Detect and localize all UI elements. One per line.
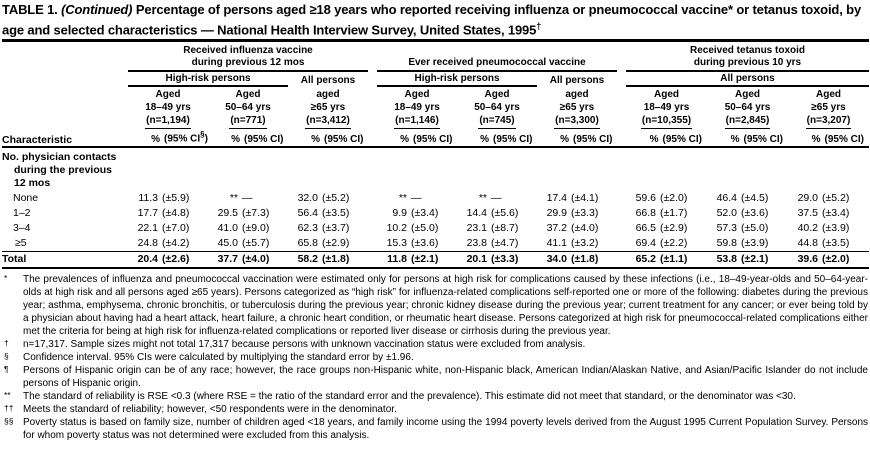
column-gap [617,191,626,206]
confidence-interval: (±4.0) [242,252,270,265]
footnote [2,403,868,416]
data-cell [788,206,869,221]
percent-value: 20.4 [137,252,158,265]
confidence-interval: (±1.7) [660,206,688,219]
percent-value: 14.4 [466,206,487,219]
confidence-interval: (±5.9) [162,191,190,204]
footnote [2,416,868,442]
data-cell [288,191,368,206]
table-row [2,221,869,236]
confidence-interval: (±5.0) [411,221,439,234]
footnote [2,364,868,390]
percent-value: 65.2 [635,252,656,265]
pct-ci-header: % (95% CI) [208,129,288,147]
pct-ci-header: % (95% CI) [626,129,707,147]
percent-value: 41.0 [217,221,238,234]
footnote-text: Meets the standard of reliability; however, <50 respondents were in the denominator. [23,403,397,415]
data-cell [208,251,288,269]
data-cell [707,236,788,251]
table-header [2,42,869,147]
footnote-text: Persons of Hispanic origin can be of any race; however, the race groups non-Hispanic white, non-Hispanic black, American Indian/Alaskan Native, and Asian/Pacific Islander do not include persons of Hispanic origin. [23,364,868,389]
section-header-line: 12 mos [14,176,51,189]
row-label: Total [2,251,128,269]
data-cell [626,191,707,206]
percent-value: 53.8 [716,252,737,265]
section-row [2,148,869,191]
confidence-interval: (±2.2) [660,236,688,249]
colhead-tetanus-50-64: Aged 50–64 yrs (n=2,845) [707,87,788,129]
confidence-interval: (±5.6) [491,206,519,219]
colhead-flu-65plus: aged ≥65 yrs (n=3,412) [288,87,368,129]
percent-value: 29.5 [217,206,238,219]
percent-value: 10.2 [386,221,407,234]
confidence-interval: (±3.3) [571,206,599,219]
percent-value: 62.3 [297,221,318,234]
pct-ci-header: % (95% CI§) [128,129,208,147]
percent-value: 37.7 [217,252,238,265]
confidence-interval: (±2.0) [822,252,850,265]
confidence-interval: (±4.0) [571,221,599,234]
colhead-pneumo-18-49: Aged 18–49 yrs (n=1,146) [377,87,457,129]
percent-value: 59.6 [635,191,656,204]
table-row [2,251,869,269]
data-cell [208,191,288,206]
confidence-interval: (±4.5) [741,191,769,204]
data-cell [788,236,869,251]
footnotes [2,273,868,442]
confidence-interval: (±5.7) [242,236,270,249]
percent-value: 57.3 [716,221,737,234]
confidence-interval: (±7.0) [162,221,190,234]
row-label: ≥5 [15,236,27,249]
table-row [2,206,869,221]
data-cell [128,206,208,221]
confidence-interval: (±2.1) [741,252,769,265]
percent-value: 44.8 [797,236,818,249]
percent-value: ** [478,191,487,204]
percent-value: 37.5 [797,206,818,219]
percent-value: 17.7 [137,206,158,219]
data-cell [537,221,617,236]
data-cell [208,236,288,251]
footnote [2,351,868,364]
footnote-text: Poverty status is based on family size, number of children aged <18 years, and family income using the 1994 poverty levels derived from the August 1995 Current Population Survey. Persons for whom poverty status was not determined were excluded from this analysis. [23,416,868,441]
percent-value: 34.0 [546,252,567,265]
characteristic-header: Characteristic [2,129,128,147]
confidence-interval: (±3.5) [822,236,850,249]
data-cell [537,206,617,221]
table-title-text: Percentage of persons aged ≥18 years who reported receiving influenza or pneumococcal vaccine* or tetanus toxoid, by age and selected characteristics — National Health Interview Survey, United States, 1995 [2,2,862,38]
data-cell [626,206,707,221]
footnote [2,273,868,338]
table-row [2,236,869,251]
data-cell [288,206,368,221]
table-row [2,191,869,206]
confidence-interval: (±3.3) [491,252,519,265]
percent-value: 20.1 [466,252,487,265]
table-continued-flag: (Continued) [61,2,133,17]
confidence-interval: (±1.8) [571,252,599,265]
colhead-flu-50-64: Aged 50–64 yrs (n=771) [208,87,288,129]
data-cell [128,221,208,236]
column-gap [368,236,377,251]
data-cell [288,251,368,269]
confidence-interval: (±3.6) [411,236,439,249]
data-cell [377,236,457,251]
pct-ci-header: % (95% CI) [788,129,869,147]
confidence-interval: (±4.7) [491,236,519,249]
section-header-line: during the previous [14,163,113,176]
confidence-interval: (±3.9) [822,221,850,234]
percent-value: 66.5 [635,221,656,234]
percent-value: 32.0 [297,191,318,204]
data-cell [537,191,617,206]
footnote-marker: § [4,350,9,361]
data-cell [377,251,457,269]
colhead-tetanus-65plus: Aged ≥65 yrs (n=3,207) [788,87,869,129]
confidence-interval: (±5.0) [741,221,769,234]
footnote-text: The prevalences of influenza and pneumococcal vaccination were estimated only for persons at high risk for complications caused by these infections (i.e., 18–49-year-olds and 50–64-year-olds at high risk and all persons aged ≥65 years). Persons categorized as “high risk” for influenza-related complications self-reported one or more of the following: diabetes during the previous year; asthma, emphysema, chronic bronchitis, or tuberculosis during the previous year; chronic kidney disease during the previous year; current treatment for any cancer; or ever being told by a physician about having had a heart attack, heart failure, a chronic heart condition, or rheumatic heart disease. Persons categorized at high risk for pneumococcal-related complications either met the criteria for being at high risk for influenza-related complications or reported liver disease or cirrhosis during the previous year. [23,273,868,337]
percent-value: 65.8 [297,236,318,249]
data-cell [707,206,788,221]
data-cell [457,236,537,251]
confidence-interval: (±9.0) [242,221,270,234]
confidence-interval: (±3.4) [411,206,439,219]
confidence-interval: (±3.4) [822,206,850,219]
spanner-pneumo-all-persons: All persons [549,75,605,87]
confidence-interval: (±3.5) [322,206,350,219]
data-cell [457,221,537,236]
pct-ci-header: % (95% CI) [707,129,788,147]
percent-value: 58.2 [297,252,318,265]
data-cell [788,191,869,206]
data-cell [457,251,537,269]
column-gap [368,221,377,236]
data-cell [626,236,707,251]
confidence-interval: (±1.1) [660,252,688,265]
percent-value: 41.1 [546,236,567,249]
confidence-interval: (±3.6) [741,206,769,219]
percent-value: 56.4 [297,206,318,219]
data-cell [128,251,208,269]
percent-value: 24.8 [137,236,158,249]
footnote-text: n=17,317. Sample sizes might not total 17,317 because persons with unknown vaccination status were excluded from analysis. [23,338,586,350]
percent-value: 46.4 [716,191,737,204]
footnote [2,338,868,351]
percent-value: 66.8 [635,206,656,219]
confidence-interval: — [411,191,422,204]
data-cell [707,191,788,206]
pct-ci-header: % (95% CI) [288,129,368,147]
confidence-interval: (±2.6) [162,252,190,265]
data-cell [626,251,707,269]
group-tetanus: Received tetanus toxoid during previous 10 yrs [626,42,869,72]
column-gap [617,221,626,236]
data-cell [288,221,368,236]
table-body [2,148,869,269]
column-gap [617,236,626,251]
column-gap [368,191,377,206]
data-cell [288,236,368,251]
confidence-interval: (±4.2) [162,236,190,249]
footnote-marker: † [4,337,9,348]
data-cell [537,251,617,269]
footnote-text: The standard of reliability is RSE <0.3 (where RSE = the ratio of the standard error and the prevalence). This estimate did not meet that standard, or the denominator was <30. [23,390,796,402]
percent-value: 15.3 [386,236,407,249]
percent-value: 9.9 [392,206,407,219]
percent-value: ** [398,191,407,204]
percent-value: 59.8 [716,236,737,249]
spanner-tetanus-all-persons: All persons [626,72,869,87]
data-cell [788,251,869,269]
percent-value: 37.2 [546,221,567,234]
percent-value: 11.3 [138,191,158,204]
percent-value: 17.4 [546,191,567,204]
colhead-pneumo-65plus: aged ≥65 yrs (n=3,300) [537,87,617,129]
group-influenza: Received influenza vaccine during previous 12 mos [128,42,368,72]
confidence-interval: (±2.1) [411,252,439,265]
percent-value: 11.8 [387,252,407,265]
confidence-interval: (±2.9) [322,236,350,249]
data-cell [626,221,707,236]
footnote [2,390,868,403]
percent-value: 39.6 [797,252,818,265]
percent-value: 29.9 [546,206,567,219]
confidence-interval: (±4.8) [162,206,190,219]
confidence-interval: (±2.0) [660,191,688,204]
vaccination-coverage-table [2,39,869,268]
colhead-tetanus-18-49: Aged 18–49 yrs (n=10,355) [626,87,707,129]
confidence-interval: (±2.9) [660,221,688,234]
table-title [2,2,869,38]
confidence-interval: (±5.2) [822,191,850,204]
column-gap [368,206,377,221]
data-cell [788,221,869,236]
percent-value: 45.0 [217,236,238,249]
confidence-interval: (±3.7) [322,221,350,234]
colhead-flu-18-49: Aged 18–49 yrs (n=1,194) [128,87,208,129]
column-gap [368,251,377,269]
footnote-marker: ¶ [4,363,9,374]
data-cell [128,191,208,206]
spanner-influenza-high-risk: High-risk persons [128,72,288,87]
confidence-interval: (±3.2) [571,236,599,249]
percent-value: 23.8 [466,236,487,249]
table-number: TABLE 1. [2,2,58,17]
footnote-marker: * [4,272,8,283]
group-pneumococcal: Ever received pneumococcal vaccine [377,42,617,72]
footnote-marker: §§ [4,415,14,426]
data-cell [707,251,788,269]
pct-ci-header: % (95% CI) [377,129,457,147]
section-header [2,148,869,191]
row-label: None [13,191,39,204]
data-cell [457,206,537,221]
data-cell [707,221,788,236]
data-cell [377,206,457,221]
row-label: 3–4 [13,221,31,234]
pct-ci-header: % (95% CI) [537,129,617,147]
row-label: 1–2 [13,206,31,219]
column-gap [617,206,626,221]
percent-value: 52.0 [716,206,737,219]
confidence-interval: (±3.9) [741,236,769,249]
data-cell [208,221,288,236]
confidence-interval: (±7.3) [242,206,270,219]
data-cell [457,191,537,206]
footnote-text: Confidence interval. 95% CIs were calculated by multiplying the standard error by ±1.96. [23,351,414,363]
data-cell [377,191,457,206]
confidence-interval: (±5.2) [322,191,350,204]
pct-ci-header: % (95% CI) [457,129,537,147]
data-cell [537,236,617,251]
confidence-interval: — [491,191,502,204]
percent-value: 40.2 [797,221,818,234]
column-gap [617,251,626,269]
footnote-marker: ** [4,389,11,400]
footnote-marker: †† [4,402,14,413]
spanner-influenza-all-persons: All persons [300,75,356,87]
confidence-interval: (±1.8) [322,252,350,265]
confidence-interval: (±4.1) [571,191,599,204]
spanner-pneumo-high-risk: High-risk persons [377,72,537,87]
percent-value: 22.1 [137,221,158,234]
percent-value: 23.1 [466,221,487,234]
data-cell [128,236,208,251]
confidence-interval: — [242,191,253,204]
percent-value: ** [229,191,238,204]
percent-value: 29.0 [797,191,818,204]
percent-value: 69.4 [635,236,656,249]
data-cell [208,206,288,221]
title-footnote-mark: † [536,21,542,31]
section-header-line: No. physician contacts [2,150,117,163]
colhead-pneumo-50-64: Aged 50–64 yrs (n=745) [457,87,537,129]
confidence-interval: (±8.7) [491,221,519,234]
data-cell [377,221,457,236]
